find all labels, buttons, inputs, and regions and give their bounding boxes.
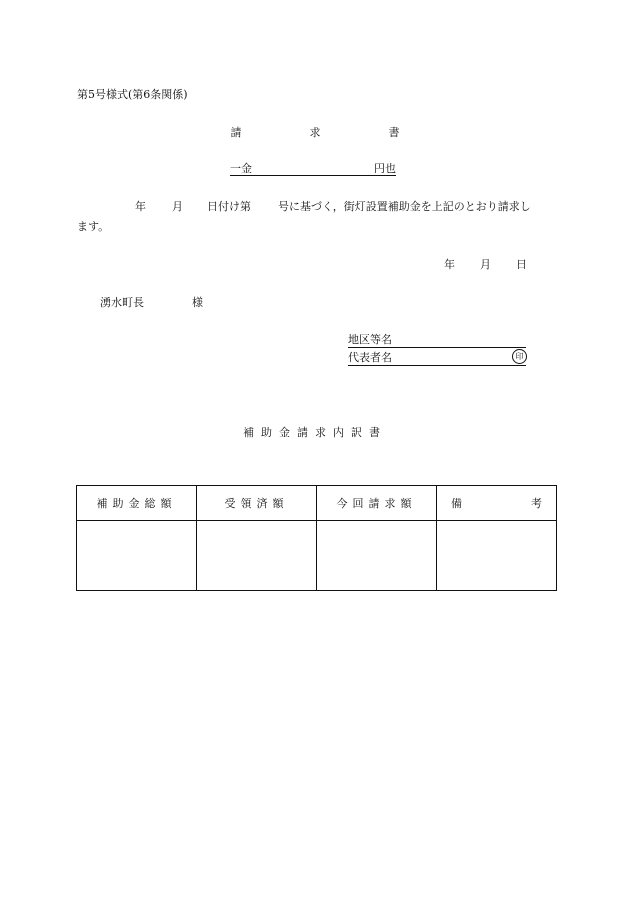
addressee [100, 294, 203, 310]
date-year: 年 [444, 258, 455, 271]
addressee-honorific: 様 [192, 296, 203, 309]
amount-field[interactable] [230, 160, 396, 176]
body-year: 年 [135, 200, 146, 213]
remarks-cell[interactable] [437, 521, 557, 591]
breakdown-table [76, 485, 557, 591]
body-main-text: 号に基づく，街灯設置補助金を上記のとおり請求し [278, 200, 531, 213]
amount-prefix: 一金 [230, 162, 252, 175]
district-name-field[interactable] [348, 330, 526, 348]
column-header: 補助金総額 [77, 486, 197, 521]
representative-name-field[interactable] [348, 348, 526, 366]
district-label: 地区等名 [348, 333, 392, 346]
request-statement-continuation: ます。 [77, 220, 110, 233]
breakdown-title: 補助金請求内訳書 [243, 426, 387, 439]
signature-block [348, 330, 526, 366]
column-header: 今回請求額 [317, 486, 437, 521]
date-month: 月 [480, 258, 491, 271]
column-header-remarks: 備 考 [437, 486, 557, 521]
table-row [77, 521, 557, 591]
date-day: 日 [516, 258, 527, 271]
title-char: 求 [309, 126, 321, 139]
body-month: 月 [172, 200, 183, 213]
current-request-cell[interactable] [317, 521, 437, 591]
addressee-name: 湧水町長 [100, 296, 144, 309]
amount-suffix: 円也 [374, 162, 396, 175]
table-header-row [77, 486, 557, 521]
form-number: 第5号様式(第6条関係) [77, 88, 188, 101]
total-subsidy-cell[interactable] [77, 521, 197, 591]
document-title [0, 124, 630, 140]
representative-label: 代表者名 [348, 351, 392, 364]
seal-icon: 印 [512, 349, 527, 364]
received-amount-cell[interactable] [197, 521, 317, 591]
column-header: 受領済額 [197, 486, 317, 521]
title-char: 請 [230, 126, 242, 139]
title-char: 書 [388, 126, 400, 139]
body-day-prefix: 日付け第 [207, 200, 251, 213]
